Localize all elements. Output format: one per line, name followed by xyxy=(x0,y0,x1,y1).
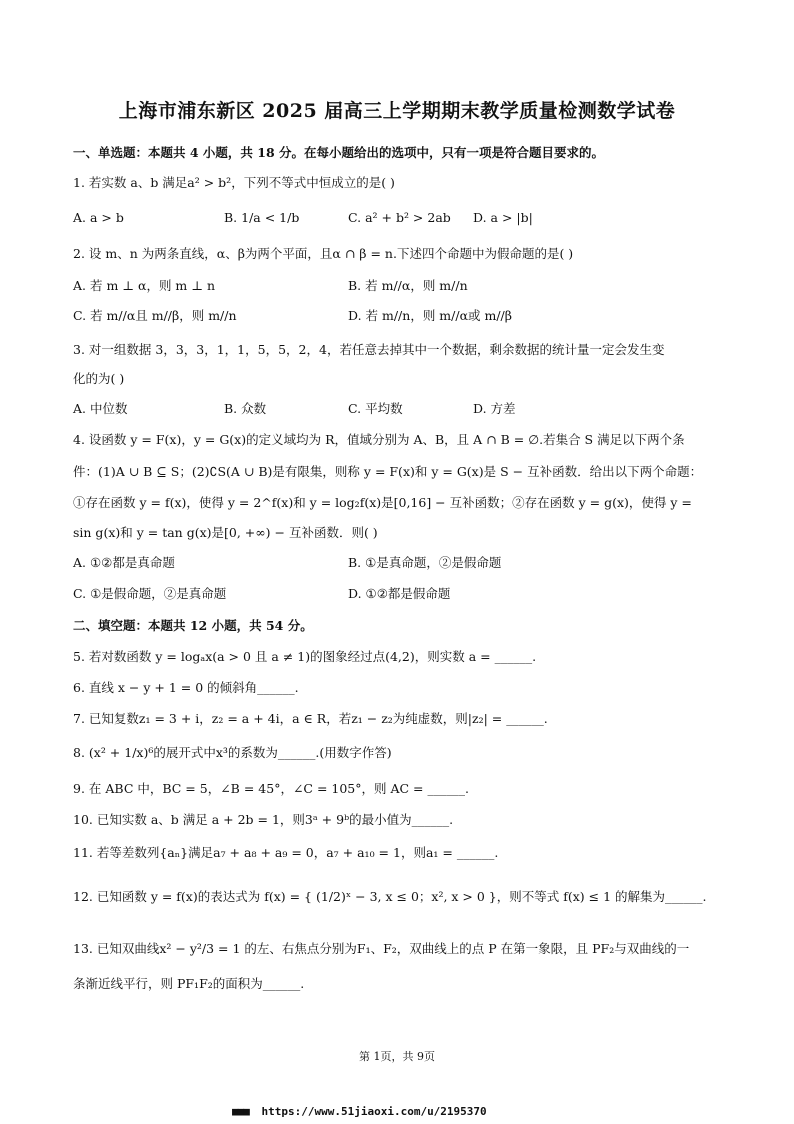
q5-stem: 5. 若对数函数 y = logₐx(a > 0 且 a ≠ 1)的图象经过点(4,2)，则实数 a = ______. xyxy=(73,649,537,664)
q2-stem: 2. 设 m、n 为两条直线，α、β为两个平面，且α ∩ β = n.下述四个命题中为假命题的是( ) xyxy=(73,246,574,261)
q13-stem-line2: 条渐近线平行，则 PF₁F₂的面积为______. xyxy=(73,976,305,991)
q13-stem-line1: 13. 已知双曲线x² − y²/3 = 1 的左、右焦点分别为F₁、F₂，双曲线上的点 P 在第一象限，且 PF₂与双曲线的一 xyxy=(73,941,690,956)
q2-option-d: D. 若 m//n，则 m//α或 m//β xyxy=(348,308,512,323)
watermark xyxy=(232,1105,487,1118)
page-title: 上海市浦东新区 2025 届高三上学期期末教学质量检测数学试卷 xyxy=(118,100,676,122)
q4-option-b: B. ①是真命题，②是假命题 xyxy=(348,555,502,570)
q3-stem-line2: 化的为( ) xyxy=(73,371,125,386)
q1-option-b: B. 1/a < 1/b xyxy=(224,210,300,225)
q4-option-d: D. ①②都是假命题 xyxy=(348,586,451,601)
q3-option-b: B. 众数 xyxy=(224,401,267,416)
watermark-logo-icon: ■■■ xyxy=(232,1105,249,1118)
q6-stem: 6. 直线 x − y + 1 = 0 的倾斜角______. xyxy=(73,680,299,695)
page-footer: 第 1页，共 9页 xyxy=(359,1050,435,1063)
q4-stem-line2: 件：(1)A ∪ B ⊆ S；(2)∁S(A ∪ B)是有限集，则称 y = F(x)和 y = G(x)是 S − 互补函数．给出以下两个命题： xyxy=(73,464,703,479)
q1-option-d: D. a > |b| xyxy=(473,210,533,225)
q3-option-a: A. 中位数 xyxy=(73,401,128,416)
q1-stem: 1. 若实数 a、b 满足a² > b²，下列不等式中恒成立的是( ) xyxy=(73,175,395,190)
q8-stem: 8. (x² + 1/x)⁶的展开式中x³的系数为______.(用数字作答) xyxy=(73,745,392,760)
q4-option-c: C. ①是假命题，②是真命题 xyxy=(73,586,227,601)
q3-option-d: D. 方差 xyxy=(473,401,516,416)
q2-option-a: A. 若 m ⊥ α，则 m ⊥ n xyxy=(73,278,216,293)
section-fill-blank-heading: 二、填空题：本题共 12 小题，共 54 分。 xyxy=(73,618,313,633)
q3-stem-line1: 3. 对一组数据 3，3，3，1，1，5，5，2，4，若任意去掉其中一个数据，剩余数据的统计量一定会发生变 xyxy=(73,342,665,357)
q4-stem-line4: sin g(x)和 y = tan g(x)是[0, +∞) − 互补函数．则( ) xyxy=(73,525,378,540)
q2-option-b: B. 若 m//α，则 m//n xyxy=(348,278,468,293)
q4-stem-line1: 4. 设函数 y = F(x)，y = G(x)的定义域均为 R，值域分别为 A、B，且 A ∩ B = ∅.若集合 S 满足以下两个条 xyxy=(73,432,685,447)
q12-stem: 12. 已知函数 y = f(x)的表达式为 f(x) = { (1/2)ˣ − 3, x ≤ 0；x², x > 0 }，则不等式 f(x) ≤ 1 的解集为______. xyxy=(73,889,707,904)
q10-stem: 10. 已知实数 a、b 满足 a + 2b = 1，则3ᵃ + 9ᵇ的最小值为______. xyxy=(73,812,454,827)
section-single-choice-heading: 一、单选题：本题共 4 小题，共 18 分。在每小题给出的选项中，只有一项是符合题目要求的。 xyxy=(73,145,605,160)
q3-option-c: C. 平均数 xyxy=(348,401,403,416)
q4-option-a: A. ①②都是真命题 xyxy=(73,555,175,570)
q1-option-a: A. a > b xyxy=(73,210,124,225)
q1-option-c: C. a² + b² > 2ab xyxy=(348,210,451,225)
q11-stem: 11. 若等差数列{aₙ}满足a₇ + a₈ + a₉ = 0，a₇ + a₁₀ = 1，则a₁ = ______. xyxy=(73,845,499,860)
q4-stem-line3: ①存在函数 y = f(x)，使得 y = 2^f(x)和 y = log₂f(x)是[0,16] − 互补函数；②存在函数 y = g(x)，使得 y = xyxy=(73,495,692,510)
watermark-url: https://www.51jiaoxi.com/u/2195370 xyxy=(261,1105,487,1118)
q9-stem: 9. 在 ABC 中，BC = 5，∠B = 45°，∠C = 105°，则 AC = ______. xyxy=(73,781,469,796)
q7-stem: 7. 已知复数z₁ = 3 + i，z₂ = a + 4i，a ∈ R，若z₁ − z₂为纯虚数，则|z₂| = ______. xyxy=(73,711,548,726)
q2-option-c: C. 若 m//α且 m//β，则 m//n xyxy=(73,308,237,323)
